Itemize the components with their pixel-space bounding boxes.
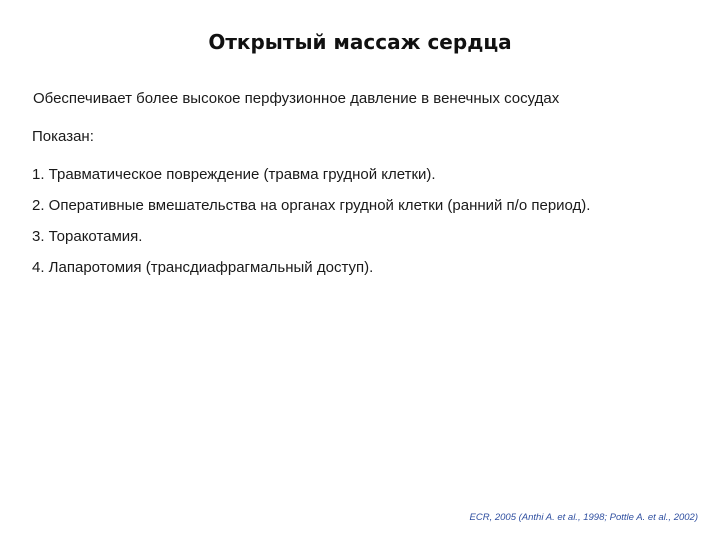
indications-heading: Показан: bbox=[32, 128, 94, 145]
citation: ECR, 2005 (Anthi A. et al., 1998; Pottle A. et al., 2002) bbox=[469, 512, 698, 523]
indications-list bbox=[32, 165, 590, 289]
slide-subtitle: Обеспечивает более высокое перфузионное давление в венечных сосудах bbox=[33, 90, 560, 107]
slide-title: Открытый массаж сердца bbox=[208, 30, 512, 54]
indication-item: 4. Лапаротомия (трансдиафрагмальный доступ). bbox=[32, 259, 374, 276]
indication-item: 2. Оперативные вмешательства на органах грудной клетки (ранний п/о период). bbox=[32, 197, 591, 214]
indication-item: 1. Травматическое повреждение (травма грудной клетки). bbox=[32, 166, 436, 183]
indication-item: 3. Торакотамия. bbox=[32, 228, 143, 245]
